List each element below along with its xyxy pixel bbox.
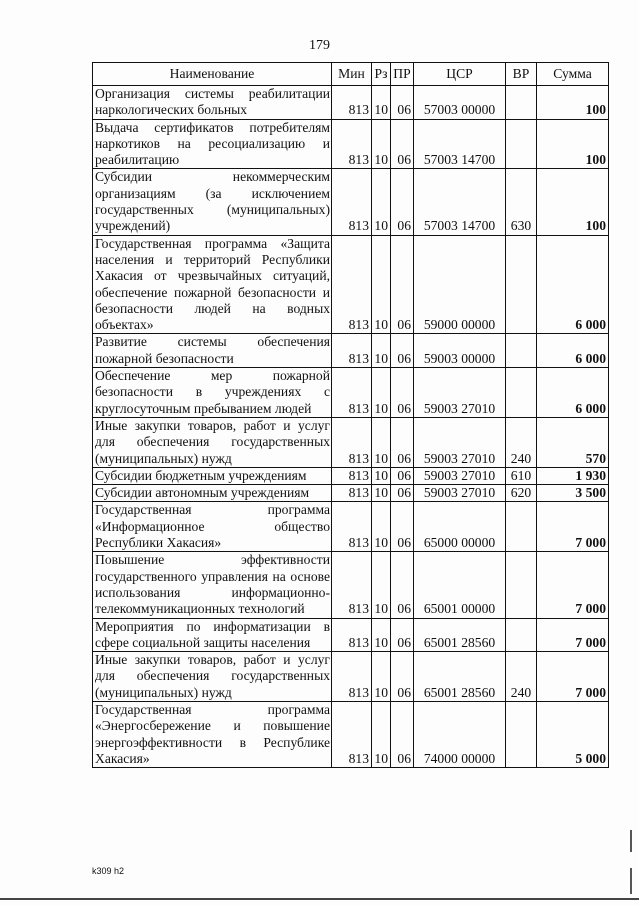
row-csr: 59000 00000	[414, 235, 506, 334]
row-sum: 7 000	[537, 652, 609, 702]
row-pr: 06	[391, 485, 414, 502]
table-row	[93, 119, 609, 169]
row-pr: 06	[391, 119, 414, 169]
row-pr: 06	[391, 652, 414, 702]
row-name: Развитие системы обеспечения пожарной безопасности	[93, 334, 332, 368]
header-vr: ВР	[506, 63, 537, 86]
table-header-row	[93, 63, 609, 86]
row-sum: 7 000	[537, 502, 609, 552]
row-rz: 10	[372, 467, 391, 484]
header-csr: ЦСР	[414, 63, 506, 86]
row-name: Субсидии бюджетным учреждениям	[93, 467, 332, 484]
table-row	[93, 368, 609, 418]
header-name: Наименование	[93, 63, 332, 86]
row-sum: 6 000	[537, 368, 609, 418]
row-rz: 10	[372, 485, 391, 502]
row-name: Организация системы реабилитации наркологических больных	[93, 86, 332, 120]
row-pr: 06	[391, 552, 414, 618]
table-row	[93, 652, 609, 702]
row-rz: 10	[372, 368, 391, 418]
row-sum: 570	[537, 417, 609, 467]
row-name: Государственная программа «Информационное общество Республики Хакасия»	[93, 502, 332, 552]
scan-edge-mark	[630, 830, 632, 852]
table-row	[93, 417, 609, 467]
row-min: 813	[332, 485, 372, 502]
row-csr: 59003 27010	[414, 467, 506, 484]
row-pr: 06	[391, 502, 414, 552]
row-vr: 620	[506, 485, 537, 502]
row-sum: 5 000	[537, 701, 609, 767]
table-row	[93, 169, 609, 235]
row-rz: 10	[372, 235, 391, 334]
table-row	[93, 235, 609, 334]
row-pr: 06	[391, 417, 414, 467]
row-pr: 06	[391, 467, 414, 484]
row-pr: 06	[391, 169, 414, 235]
row-min: 813	[332, 701, 372, 767]
row-vr	[506, 552, 537, 618]
row-csr: 59003 27010	[414, 368, 506, 418]
row-pr: 06	[391, 235, 414, 334]
table-row	[93, 485, 609, 502]
row-min: 813	[332, 552, 372, 618]
table-row	[93, 467, 609, 484]
row-rz: 10	[372, 552, 391, 618]
row-csr: 57003 14700	[414, 169, 506, 235]
row-rz: 10	[372, 701, 391, 767]
row-min: 813	[332, 169, 372, 235]
row-csr: 65000 00000	[414, 502, 506, 552]
row-csr: 57003 14700	[414, 119, 506, 169]
row-rz: 10	[372, 417, 391, 467]
table-row	[93, 552, 609, 618]
row-min: 813	[332, 467, 372, 484]
row-min: 813	[332, 652, 372, 702]
row-name: Обеспечение мер пожарной безопасности в учреждениях с круглосуточным пребыванием людей	[93, 368, 332, 418]
row-csr: 65001 00000	[414, 552, 506, 618]
row-sum: 100	[537, 119, 609, 169]
row-pr: 06	[391, 701, 414, 767]
row-min: 813	[332, 86, 372, 120]
row-name: Субсидии некоммерческим организациям (за исключением государственных (муниципальных) учреждений)	[93, 169, 332, 235]
row-sum: 100	[537, 169, 609, 235]
row-vr	[506, 368, 537, 418]
row-sum: 100	[537, 86, 609, 120]
row-name: Государственная программа «Энергосбережение и повышение энергоэффективности в Республике Хакасия»	[93, 701, 332, 767]
row-csr: 59003 27010	[414, 417, 506, 467]
row-vr	[506, 701, 537, 767]
row-min: 813	[332, 502, 372, 552]
row-sum: 6 000	[537, 235, 609, 334]
row-pr: 06	[391, 368, 414, 418]
row-csr: 65001 28560	[414, 652, 506, 702]
row-min: 813	[332, 334, 372, 368]
row-min: 813	[332, 235, 372, 334]
row-sum: 6 000	[537, 334, 609, 368]
row-sum: 7 000	[537, 618, 609, 652]
row-vr	[506, 86, 537, 120]
row-rz: 10	[372, 502, 391, 552]
row-vr	[506, 618, 537, 652]
row-name: Субсидии автономным учреждениям	[93, 485, 332, 502]
row-name: Иные закупки товаров, работ и услуг для обеспечения государственных (муниципальных) нужд	[93, 417, 332, 467]
footer-code: k309 h2	[92, 866, 125, 876]
row-pr: 06	[391, 86, 414, 120]
budget-table	[92, 62, 609, 768]
row-vr	[506, 334, 537, 368]
row-vr: 240	[506, 417, 537, 467]
row-min: 813	[332, 618, 372, 652]
row-sum: 1 930	[537, 467, 609, 484]
row-csr: 59003 27010	[414, 485, 506, 502]
row-name: Мероприятия по информатизации в сфере социальной защиты населения	[93, 618, 332, 652]
row-vr	[506, 119, 537, 169]
row-name: Государственная программа «Защита населения и территорий Республики Хакасия от чрезвычайных ситуаций, обеспечение пожарной безопасности и безопасности людей на водных объектах»	[93, 235, 332, 334]
row-rz: 10	[372, 86, 391, 120]
row-vr: 610	[506, 467, 537, 484]
row-name: Выдача сертификатов потребителям наркотиков на ресоциализацию и реабилитацию	[93, 119, 332, 169]
row-vr	[506, 502, 537, 552]
row-min: 813	[332, 368, 372, 418]
page-number: 179	[309, 38, 330, 53]
table-row	[93, 701, 609, 767]
row-vr: 240	[506, 652, 537, 702]
row-rz: 10	[372, 119, 391, 169]
row-csr: 57003 00000	[414, 86, 506, 120]
row-sum: 7 000	[537, 552, 609, 618]
table-row	[93, 334, 609, 368]
row-rz: 10	[372, 652, 391, 702]
row-name: Иные закупки товаров, работ и услуг для обеспечения государственных (муниципальных) нужд	[93, 652, 332, 702]
row-csr: 74000 00000	[414, 701, 506, 767]
header-rz: Рз	[372, 63, 391, 86]
row-pr: 06	[391, 618, 414, 652]
row-sum: 3 500	[537, 485, 609, 502]
header-min: Мин	[332, 63, 372, 86]
scan-border-line	[0, 898, 639, 900]
table-row	[93, 502, 609, 552]
row-vr: 630	[506, 169, 537, 235]
scan-edge-mark	[630, 868, 632, 894]
table-row	[93, 618, 609, 652]
header-pr: ПР	[391, 63, 414, 86]
header-sum: Сумма	[537, 63, 609, 86]
row-csr: 65001 28560	[414, 618, 506, 652]
row-min: 813	[332, 119, 372, 169]
row-pr: 06	[391, 334, 414, 368]
row-rz: 10	[372, 169, 391, 235]
row-rz: 10	[372, 618, 391, 652]
table-row	[93, 86, 609, 120]
row-rz: 10	[372, 334, 391, 368]
row-csr: 59003 00000	[414, 334, 506, 368]
row-vr	[506, 235, 537, 334]
row-min: 813	[332, 417, 372, 467]
row-name: Повышение эффективности государственного управления на основе использования информационно-телекоммуникационных технологий	[93, 552, 332, 618]
